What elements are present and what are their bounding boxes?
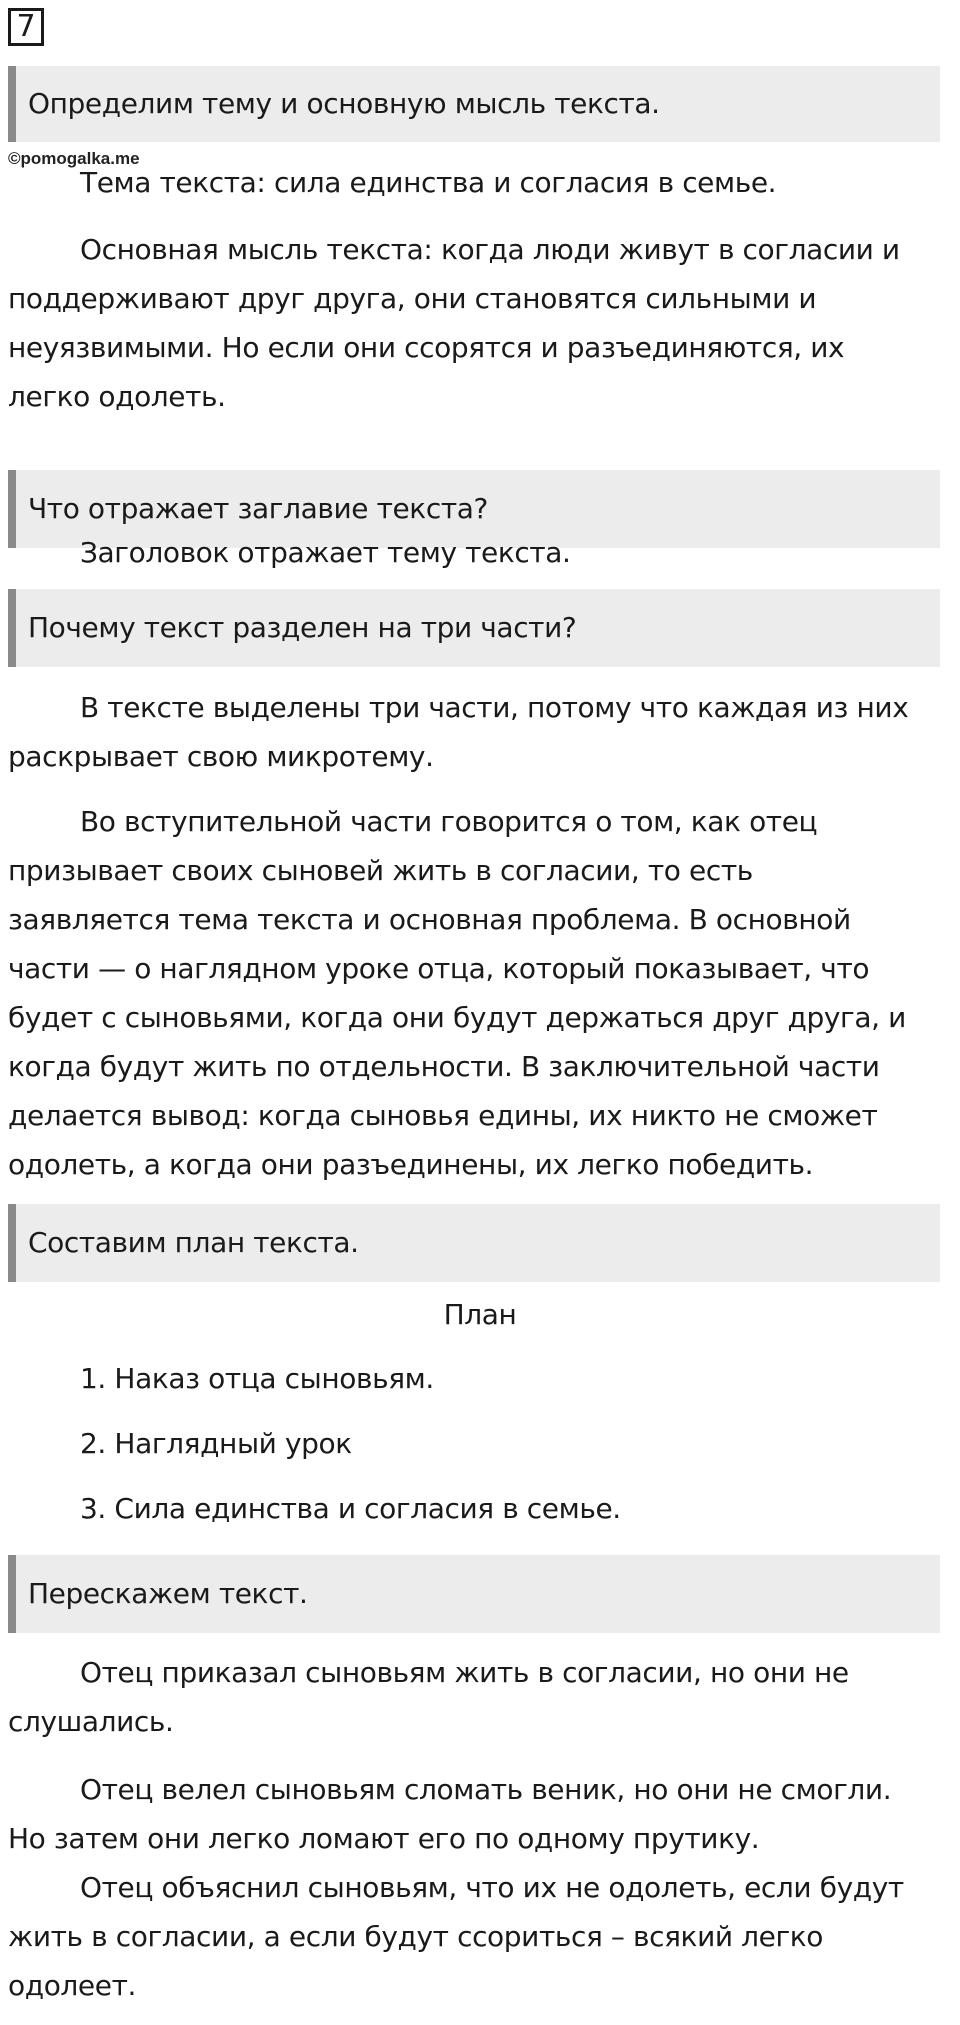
text-line: Во вступительной части говорится о том, как отец bbox=[80, 805, 818, 838]
text-line: одолеет. bbox=[8, 1969, 136, 2002]
question-box-plan: Составим план текста. bbox=[8, 1204, 940, 1282]
answer-retell-3 bbox=[8, 1863, 943, 2010]
text-line: части — о наглядном уроке отца, который показывает, что bbox=[8, 952, 870, 985]
watermark: ©pomogalka.me bbox=[8, 149, 140, 168]
question-box-theme: Определим тему и основную мысль текста. bbox=[8, 66, 940, 142]
answer-theme bbox=[8, 158, 943, 207]
text-line: Но затем они легко ломают его по одному прутику. bbox=[8, 1822, 760, 1855]
question-box-parts: Почему текст разделен на три части? bbox=[8, 589, 940, 667]
answer-parts-2 bbox=[8, 797, 943, 1189]
text-line: Отец объяснил сыновьям, что их не одолеть, если будут bbox=[80, 1871, 904, 1904]
task-number-badge: 7 bbox=[8, 8, 44, 46]
text-line: Основная мысль текста: когда люди живут в согласии и bbox=[80, 233, 900, 266]
text-line: Отец велел сыновьям сломать веник, но они не смогли. bbox=[80, 1773, 892, 1806]
text-line: жить в согласии, а если будут ссориться – всякий легко bbox=[8, 1920, 824, 1953]
plan-item: 3. Сила единства и согласия в семье. bbox=[80, 1492, 621, 1525]
text-line: Отец приказал сыновьям жить в согласии, но они не bbox=[80, 1656, 849, 1689]
text-line: легко одолеть. bbox=[8, 380, 226, 413]
answer-title bbox=[8, 528, 943, 577]
text-line: раскрывает свою микротему. bbox=[8, 740, 434, 773]
text-line: делается вывод: когда сыновья едины, их никто не сможет bbox=[8, 1099, 878, 1132]
plan-item: 2. Наглядный урок bbox=[80, 1427, 352, 1460]
answer-retell-2 bbox=[8, 1765, 943, 1863]
plan-title: План bbox=[443, 1298, 517, 1331]
answer-main-idea bbox=[8, 225, 943, 421]
text-line: заявляется тема текста и основная проблема. В основной bbox=[8, 903, 851, 936]
answer-retell-1 bbox=[8, 1648, 943, 1746]
text-line: одолеть, а когда они разъединены, их легко победить. bbox=[8, 1148, 814, 1181]
text-line: когда будут жить по отдельности. В заключительной части bbox=[8, 1050, 880, 1083]
text-line: неуязвимыми. Но если они ссорятся и разъединяются, их bbox=[8, 331, 845, 364]
answer-parts-1 bbox=[8, 683, 943, 781]
question-box-title: Что отражает заглавие текста? bbox=[8, 470, 940, 548]
plan-item: 1. Наказ отца сыновьям. bbox=[80, 1362, 434, 1395]
text-line: поддерживают друг друга, они становятся сильными и bbox=[8, 282, 817, 315]
text-line: В тексте выделены три части, потому что каждая из них bbox=[80, 691, 909, 724]
text-line: Тема текста: сила единства и согласия в семье. bbox=[80, 166, 777, 199]
text-line: Заголовок отражает тему текста. bbox=[80, 536, 571, 569]
text-line: слушались. bbox=[8, 1705, 174, 1738]
text-line: призывает своих сыновей жить в согласии, то есть bbox=[8, 854, 753, 887]
text-line: будет с сыновьями, когда они будут держаться друг друга, и bbox=[8, 1001, 906, 1034]
question-box-retell: Перескажем текст. bbox=[8, 1555, 940, 1633]
